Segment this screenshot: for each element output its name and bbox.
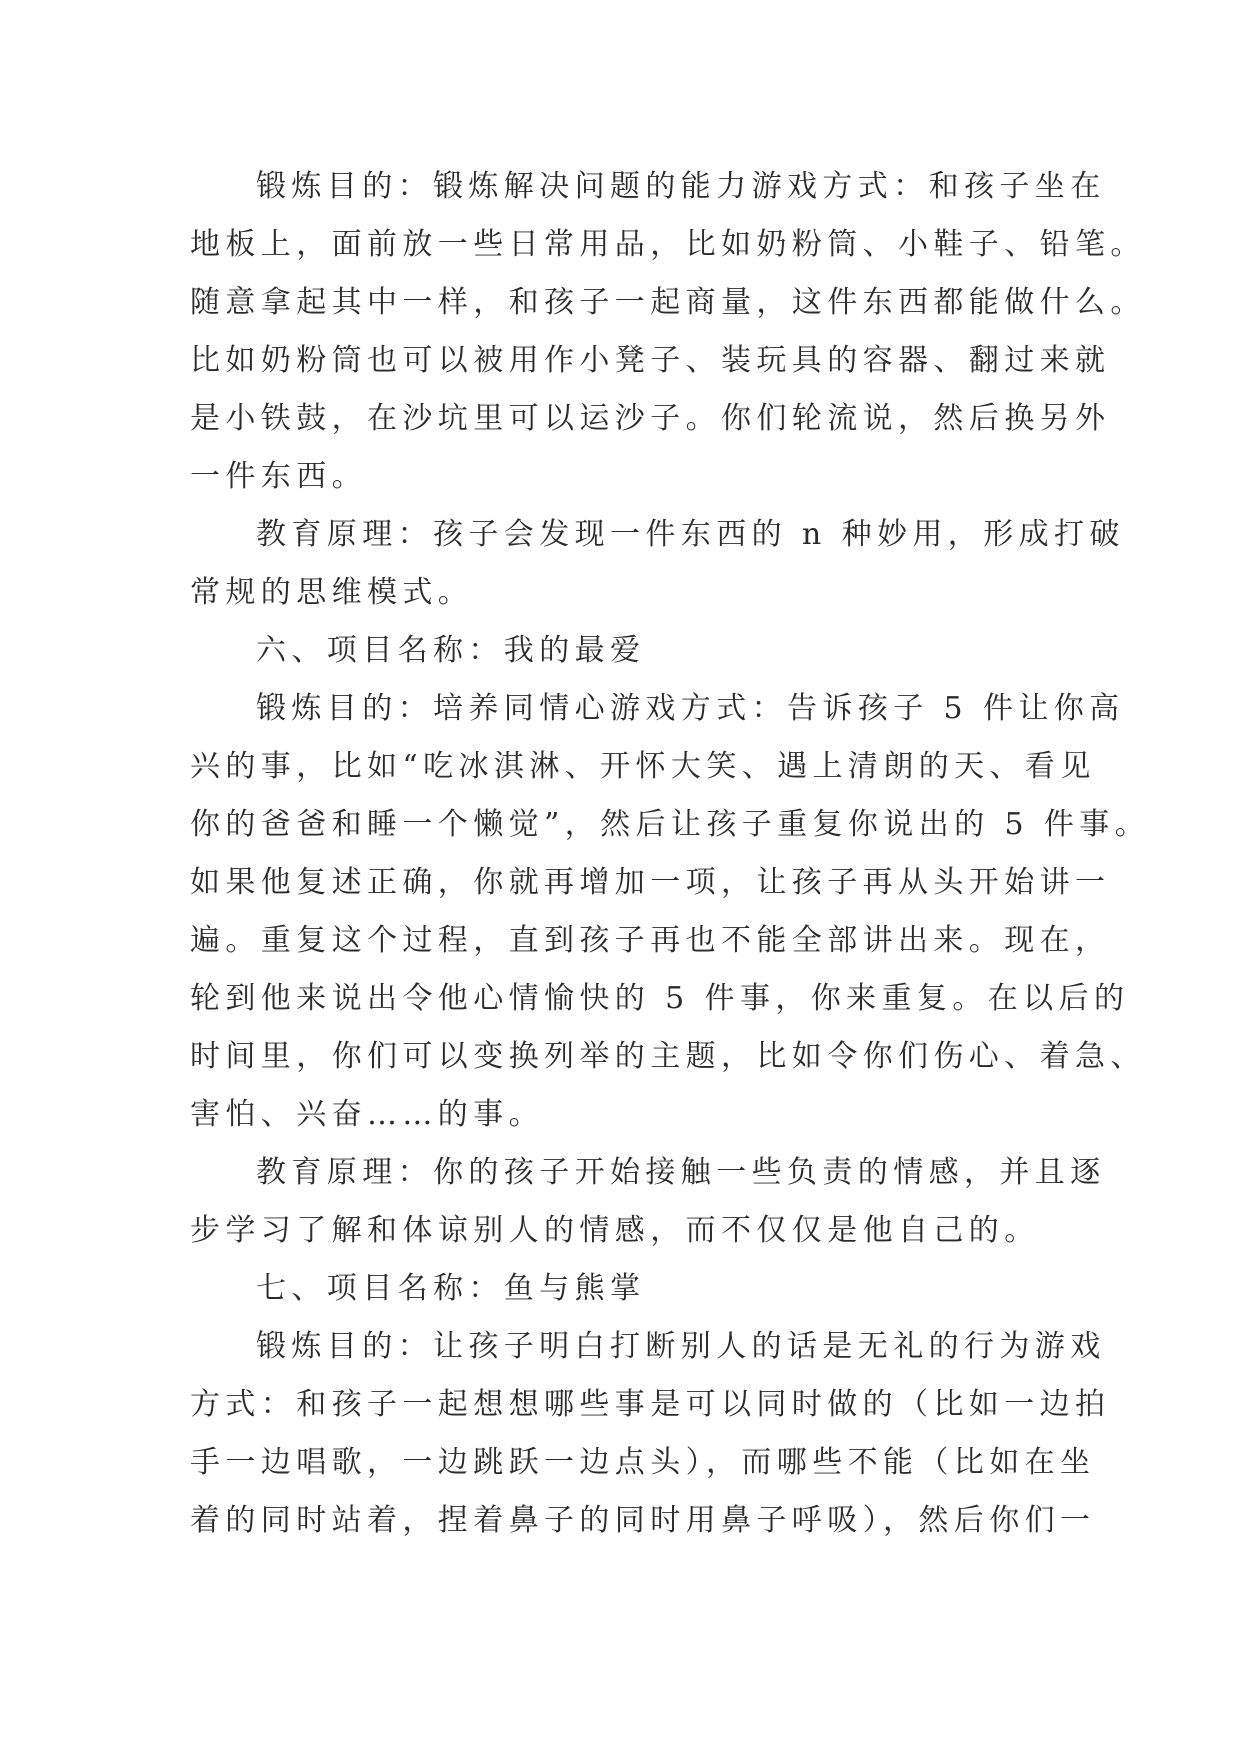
text-line: 遍。重复这个过程，直到孩子再也不能全部讲出来。现在， [190, 923, 1111, 958]
text-line: 如果他复述正确，你就再增加一项，让孩子再从头开始讲一 [190, 865, 1111, 900]
section-heading: 六、项目名称：我的最爱 [256, 633, 646, 668]
document-body [190, 158, 1151, 1550]
text-line: 步学习了解和体谅别人的情感，而不仅仅是他自己的。 [190, 1213, 1040, 1248]
text-line: 常规的思维模式。 [190, 575, 474, 610]
text-line: 方式：和孩子一起想想哪些事是可以同时做的（比如一边拍 [190, 1387, 1111, 1422]
text-line: 教育原理：孩子会发现一件东西的 n 种妙用，形成打破 [256, 517, 1125, 552]
text-line: 教育原理：你的孩子开始接触一些负责的情感，并且逐 [256, 1155, 1106, 1190]
section-heading: 七、项目名称：鱼与熊掌 [256, 1271, 646, 1306]
text-line: 一件东西。 [190, 459, 367, 494]
text-line: 兴的事，比如“吃冰淇淋、开怀大笑、遇上清朗的天、看见 [190, 749, 1096, 784]
text-line: 是小铁鼓，在沙坑里可以运沙子。你们轮流说，然后换另外 [190, 401, 1111, 436]
text-line: 手一边唱歌，一边跳跃一边点头），而哪些不能（比如在坐 [190, 1445, 1096, 1480]
text-line: 轮到他来说出令他心情愉快的 5 件事，你来重复。在以后的 [190, 981, 1130, 1016]
text-line: 着的同时站着，捏着鼻子的同时用鼻子呼吸），然后你们一 [190, 1503, 1096, 1538]
text-line: 锻炼目的：让孩子明白打断别人的话是无礼的行为游戏 [256, 1329, 1106, 1364]
text-line: 你的爸爸和睡一个懒觉”，然后让孩子重复你说出的 5 件事。 [190, 807, 1151, 842]
text-line: 锻炼目的：锻炼解决问题的能力游戏方式：和孩子坐在 [256, 169, 1106, 204]
text-line: 随意拿起其中一样，和孩子一起商量，这件东西都能做什么。 [190, 285, 1146, 320]
text-line: 害怕、兴奋……的事。 [190, 1097, 544, 1132]
text-line: 时间里，你们可以变换列举的主题，比如令你们伤心、着急、 [190, 1039, 1146, 1074]
text-line: 比如奶粉筒也可以被用作小凳子、装玩具的容器、翻过来就 [190, 343, 1111, 378]
text-line: 锻炼目的：培养同情心游戏方式：告诉孩子 5 件让你高 [256, 691, 1125, 726]
text-line: 地板上，面前放一些日常用品，比如奶粉筒、小鞋子、铅笔。 [190, 227, 1146, 262]
